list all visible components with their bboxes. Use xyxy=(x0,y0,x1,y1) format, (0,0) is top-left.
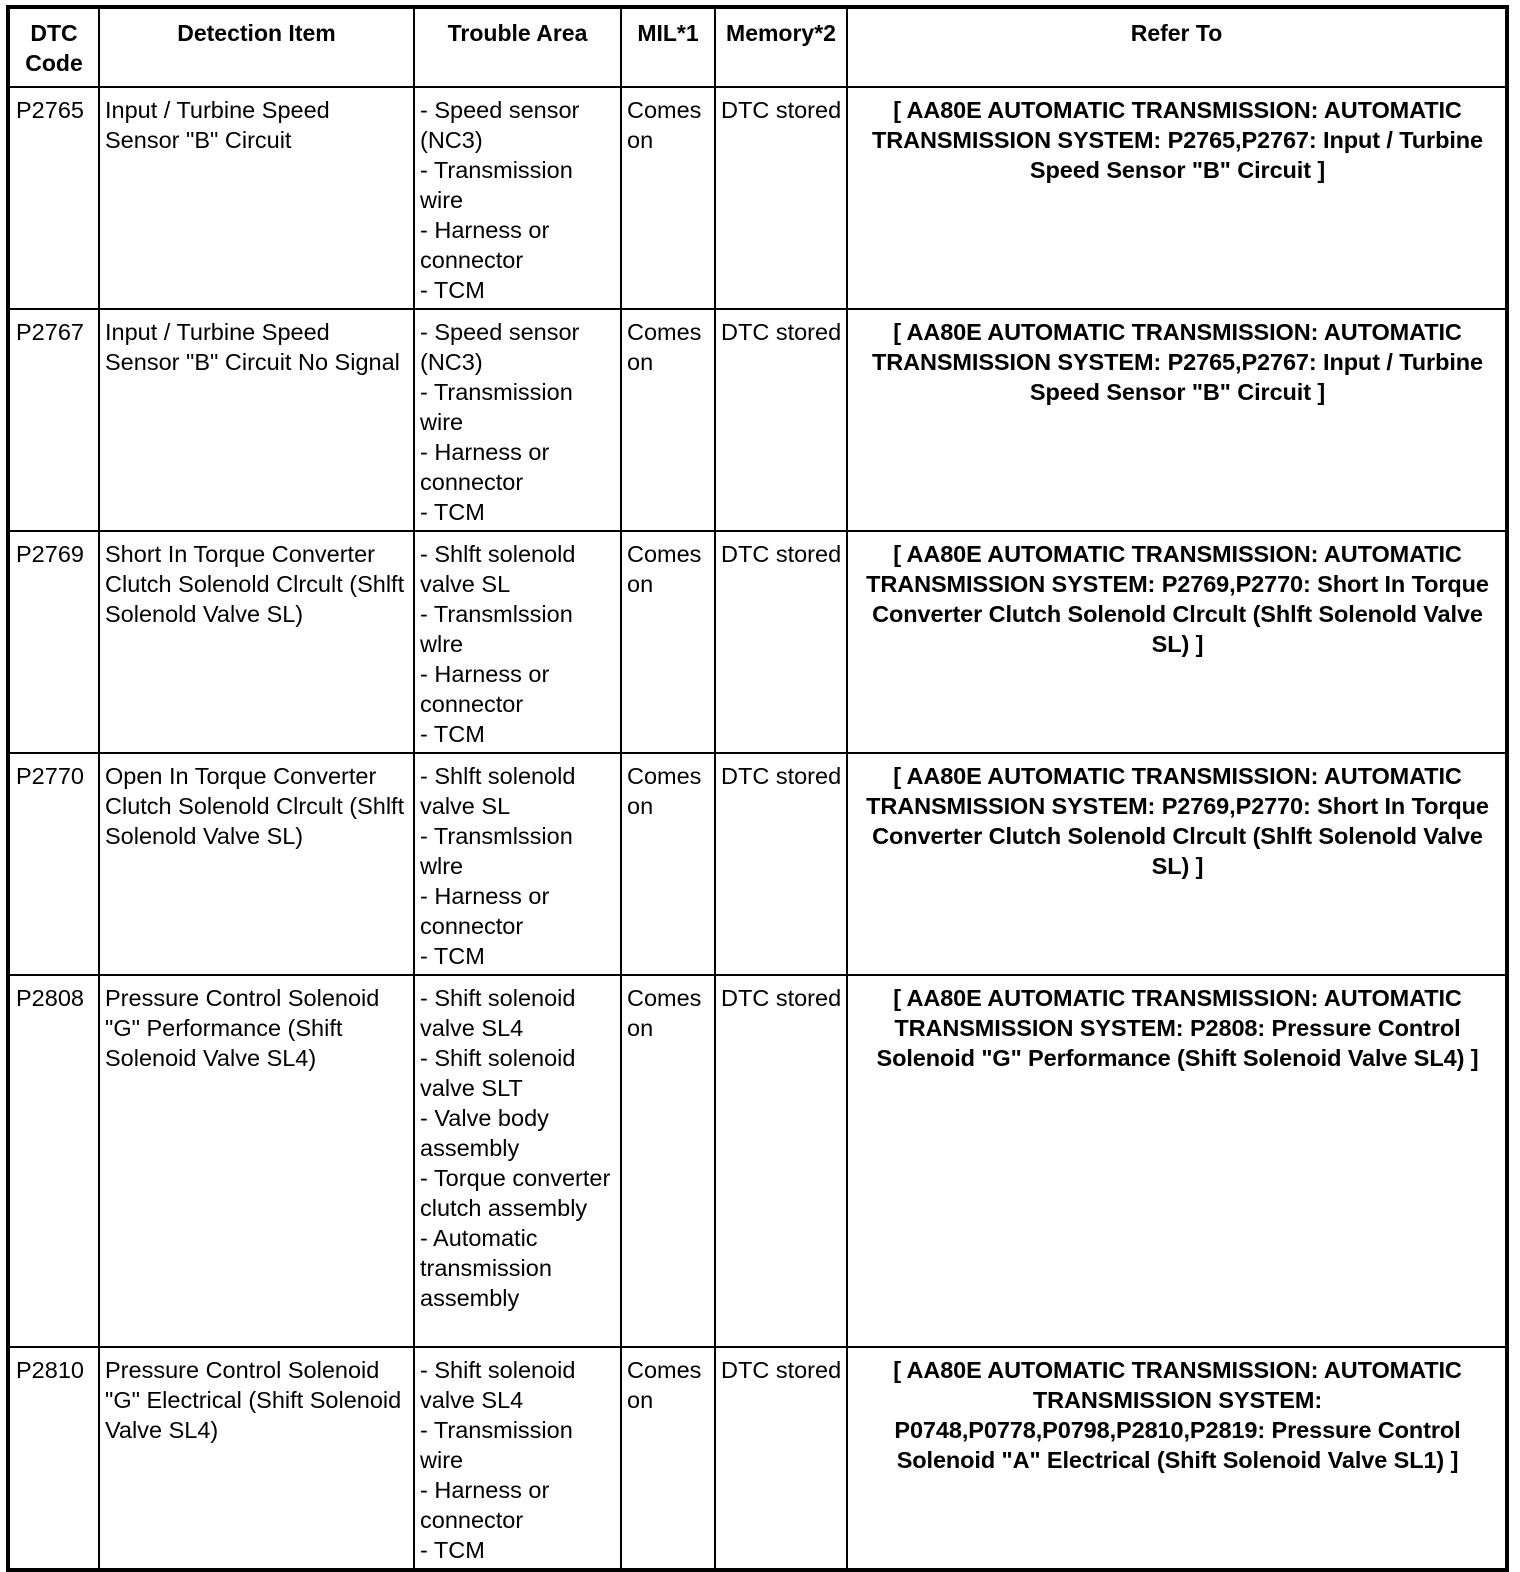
trouble-area-item: - Shlft solenold valve SL xyxy=(420,541,576,597)
refer-to-cell[interactable] xyxy=(847,531,1507,753)
memory-cell: DTC stored xyxy=(715,1347,847,1570)
memory-cell: DTC stored xyxy=(715,975,847,1347)
trouble-area-item: - Shlft solenold valve SL xyxy=(420,763,576,819)
table-row xyxy=(8,309,1507,531)
header-refer-to: Refer To xyxy=(847,7,1507,87)
trouble-area-item: - Torque converter clutch assembly xyxy=(420,1165,611,1221)
trouble-area-item: - Shift solenoid valve SLT xyxy=(420,1045,576,1101)
detection-item-cell: Pressure Control Solenoid "G" Performance (Shift Solenoid Valve SL4) xyxy=(99,975,414,1347)
memory-cell: DTC stored xyxy=(715,753,847,975)
trouble-area-item: - Transmission wire xyxy=(420,1417,573,1473)
trouble-area-item: - TCM xyxy=(420,943,485,969)
table-row xyxy=(8,1347,1507,1570)
table-row xyxy=(8,87,1507,309)
table-row xyxy=(8,975,1507,1347)
refer-to-link[interactable]: [ AA80E AUTOMATIC TRANSMISSION: AUTOMATIC TRANSMISSION SYSTEM: P2765,P2767: Input / Turbine Speed Sensor "B" Circuit ] xyxy=(871,97,1483,183)
refer-to-link[interactable]: [ AA80E AUTOMATIC TRANSMISSION: AUTOMATIC TRANSMISSION SYSTEM: P2769,P2770: Short In Torque Converter Clutch Solenold Clrcult (Shlft Solenold Valve SL) ] xyxy=(866,763,1489,879)
refer-to-link[interactable]: [ AA80E AUTOMATIC TRANSMISSION: AUTOMATIC TRANSMISSION SYSTEM: P0748,P0778,P0798,P2810,P2819: Pressure Control Solenoid "A" Electrical (Shift Solenoid Valve SL1) ] xyxy=(893,1357,1462,1473)
table-row xyxy=(8,531,1507,753)
dtc-code-cell: P2810 xyxy=(8,1347,99,1570)
trouble-area-cell xyxy=(414,309,621,531)
detection-item-cell: Pressure Control Solenoid "G" Electrical (Shift Solenoid Valve SL4) xyxy=(99,1347,414,1570)
detection-item-cell: Input / Turbine Speed Sensor "B" Circuit No Signal xyxy=(99,309,414,531)
mil-cell: Comes on xyxy=(621,1347,715,1570)
trouble-area-cell xyxy=(414,1347,621,1570)
trouble-area-cell xyxy=(414,531,621,753)
mil-cell: Comes on xyxy=(621,531,715,753)
mil-cell: Comes on xyxy=(621,753,715,975)
trouble-area-item: - Harness or connector xyxy=(420,661,550,717)
trouble-area-item: - Automatic transmission assembly xyxy=(420,1225,552,1311)
trouble-area-cell xyxy=(414,753,621,975)
dtc-code-cell: P2808 xyxy=(8,975,99,1347)
trouble-area-item: - Speed sensor (NC3) xyxy=(420,319,580,375)
detection-item-cell: Short In Torque Converter Clutch Solenold Clrcult (Shlft Solenold Valve SL) xyxy=(99,531,414,753)
dtc-code-cell: P2770 xyxy=(8,753,99,975)
trouble-area-item: - Transmission wire xyxy=(420,379,573,435)
detection-item-cell: Open In Torque Converter Clutch Solenold Clrcult (Shlft Solenold Valve SL) xyxy=(99,753,414,975)
refer-to-cell[interactable] xyxy=(847,1347,1507,1570)
table-row xyxy=(8,753,1507,975)
trouble-area-item: - TCM xyxy=(420,1537,485,1563)
trouble-area-item: - Transmission wire xyxy=(420,157,573,213)
header-memory: Memory*2 xyxy=(715,7,847,87)
trouble-area-item: - Transmlssion wlre xyxy=(420,823,573,879)
header-dtc-code: DTC Code xyxy=(8,7,99,87)
trouble-area-cell xyxy=(414,87,621,309)
dtc-table xyxy=(6,5,1509,1572)
memory-cell: DTC stored xyxy=(715,309,847,531)
memory-cell: DTC stored xyxy=(715,87,847,309)
header-mil: MIL*1 xyxy=(621,7,715,87)
trouble-area-item: - Transmlssion wlre xyxy=(420,601,573,657)
refer-to-cell[interactable] xyxy=(847,975,1507,1347)
refer-to-link[interactable]: [ AA80E AUTOMATIC TRANSMISSION: AUTOMATIC TRANSMISSION SYSTEM: P2808: Pressure Control Solenoid "G" Performance (Shift Solenoid Valve SL4) ] xyxy=(876,985,1479,1071)
mil-cell: Comes on xyxy=(621,975,715,1347)
refer-to-cell[interactable] xyxy=(847,309,1507,531)
header-row xyxy=(8,7,1507,87)
table-body xyxy=(8,87,1507,1570)
trouble-area-item: - Speed sensor (NC3) xyxy=(420,97,580,153)
trouble-area-item: - Shift solenoid valve SL4 xyxy=(420,1357,576,1413)
dtc-code-cell: P2765 xyxy=(8,87,99,309)
refer-to-cell[interactable] xyxy=(847,753,1507,975)
trouble-area-item: - Valve body assembly xyxy=(420,1105,549,1161)
mil-cell: Comes on xyxy=(621,309,715,531)
header-trouble-area: Trouble Area xyxy=(414,7,621,87)
trouble-area-item: - Harness or connector xyxy=(420,1477,550,1533)
refer-to-link[interactable]: [ AA80E AUTOMATIC TRANSMISSION: AUTOMATIC TRANSMISSION SYSTEM: P2769,P2770: Short In Torque Converter Clutch Solenold Clrcult (Shlft Solenold Valve SL) ] xyxy=(866,541,1489,657)
refer-to-cell[interactable] xyxy=(847,87,1507,309)
trouble-area-item: - TCM xyxy=(420,721,485,747)
trouble-area-item: - Harness or connector xyxy=(420,883,550,939)
dtc-code-cell: P2767 xyxy=(8,309,99,531)
detection-item-cell: Input / Turbine Speed Sensor "B" Circuit xyxy=(99,87,414,309)
refer-to-link[interactable]: [ AA80E AUTOMATIC TRANSMISSION: AUTOMATIC TRANSMISSION SYSTEM: P2765,P2767: Input / Turbine Speed Sensor "B" Circuit ] xyxy=(871,319,1483,405)
header-detection-item: Detection Item xyxy=(99,7,414,87)
dtc-code-cell: P2769 xyxy=(8,531,99,753)
mil-cell: Comes on xyxy=(621,87,715,309)
trouble-area-item: - TCM xyxy=(420,277,485,303)
memory-cell: DTC stored xyxy=(715,531,847,753)
trouble-area-item: - Harness or connector xyxy=(420,217,550,273)
trouble-area-cell xyxy=(414,975,621,1347)
trouble-area-item: - Harness or connector xyxy=(420,439,550,495)
trouble-area-item: - Shift solenoid valve SL4 xyxy=(420,985,576,1041)
trouble-area-item: - TCM xyxy=(420,499,485,525)
